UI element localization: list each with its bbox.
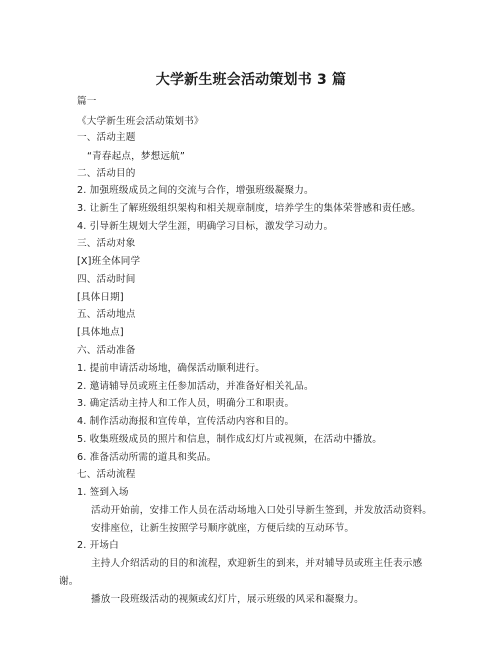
body-text: 活动开始前，安排工作人员在活动场地入口处引导新生签到，并发放活动资料。 xyxy=(91,505,433,516)
theme-text: “青春起点，梦想远航” xyxy=(87,151,185,162)
body-text: [X]班全体同学 xyxy=(77,256,141,267)
list-item: 2. 加强班级成员之间的交流与合作，增强班级凝聚力。 xyxy=(77,185,314,196)
list-item: 1. 提前申请活动场地，确保活动顺利进行。 xyxy=(77,363,266,374)
list-item: 4. 引导新生规划大学生涯，明确学习目标，激发学习动力。 xyxy=(77,221,334,232)
subtitle: 《大学新生班会活动策划书》 xyxy=(77,116,204,127)
body-text: [具体日期] xyxy=(77,292,124,303)
list-item: 3. 让新生了解班级组织架构和相关规章制度，培养学生的集体荣誉感和责任感。 xyxy=(77,203,421,214)
heading: 四、活动时间 xyxy=(77,274,136,285)
subheading: 2. 开场白 xyxy=(77,540,119,551)
heading: 六、活动准备 xyxy=(77,345,136,356)
list-item: 2. 邀请辅导员或班主任参加活动，并准备好相关礼品。 xyxy=(77,381,314,392)
section-label: 篇一 xyxy=(77,96,97,107)
body-text: 主持人介绍活动的目的和流程，欢迎新生的到来，并对辅导员或班主任表示感 xyxy=(91,558,423,569)
document-title: 大学新生班会活动策划书 3 篇 xyxy=(155,72,347,88)
list-item: 6. 准备活动所需的道具和奖品。 xyxy=(77,452,217,463)
body-text: 安排座位，让新生按照学号顺序就座，方便后续的互动环节。 xyxy=(91,523,355,534)
subheading: 1. 签到入场 xyxy=(77,487,129,498)
list-item: 4. 制作活动海报和宣传单，宣传活动内容和目的。 xyxy=(77,416,295,427)
heading: 二、活动目的 xyxy=(77,168,136,179)
body-text: 播放一段班级活动的视频或幻灯片，展示班级的风采和凝聚力。 xyxy=(91,594,364,605)
heading: 三、活动对象 xyxy=(77,238,136,249)
list-item: 5. 收集班级成员的照片和信息，制作成幻灯片或视频，在活动中播放。 xyxy=(77,434,382,445)
body-text: 谢。 xyxy=(59,576,79,587)
heading: 五、活动地点 xyxy=(77,309,136,320)
body-text: [具体地点] xyxy=(77,327,124,338)
heading: 一、活动主题 xyxy=(77,132,136,143)
heading: 七、活动流程 xyxy=(77,469,136,480)
list-item: 3. 确定活动主持人和工作人员，明确分工和职责。 xyxy=(77,398,295,409)
